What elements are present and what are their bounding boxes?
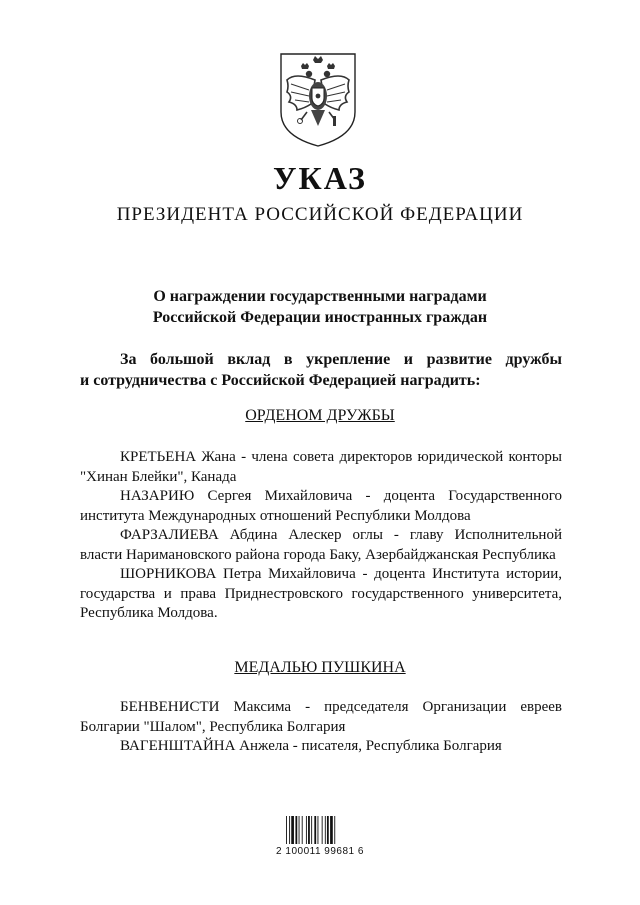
document-title: УКАЗ [273, 160, 367, 196]
decree-preamble [80, 349, 562, 391]
awardee-description: - доцента Государственного института Международных отношений Республики Молдова [80, 488, 562, 524]
barcode-icon [285, 816, 355, 850]
awardee-description: - председателя Организации евреев Болгарии "Шалом", Республика Болгария [80, 699, 562, 735]
award-heading-pushkin-medal: МЕДАЛЬЮ ПУШКИНА [234, 659, 406, 676]
document-subtitle: ПРЕЗИДЕНТА РОССИЙСКОЙ ФЕДЕРАЦИИ [116, 204, 524, 225]
decree-subject [0, 286, 640, 328]
preamble-line-2: и сотрудничества с Российской Федерацией наградить: [80, 372, 481, 389]
awardee-name: НАЗАРИЮ Сергея Михайловича [120, 488, 353, 504]
awardee-description: - главу Исполнительной власти Наримановского района города Баку, Азербайджанская Республика [80, 527, 562, 563]
awardee-name: КРЕТЬЕНА Жана [120, 449, 236, 465]
awardee-name: ФАРЗАЛИЕВА Абдина Алескер оглы [120, 527, 383, 543]
awardee-entry [80, 565, 562, 624]
subject-line-1: О награждении государственными наградами [153, 288, 487, 305]
award-heading-order-of-friendship: ОРДЕНОМ ДРУЖБЫ [245, 407, 395, 424]
awardee-description: - писателя, Республика Болгария [289, 738, 502, 754]
subject-line-2: Российской Федерации иностранных граждан [152, 309, 488, 326]
awardee-entry [80, 448, 562, 487]
awardee-name: ВАГЕНШТАЙНА Анжела [120, 738, 290, 754]
awardee-list-pushkin-medal [80, 698, 562, 757]
awardee-list-order-of-friendship [80, 448, 562, 624]
awardee-entry [80, 487, 562, 526]
preamble-line-1: За большой вклад в укрепление и развитие дружбы [120, 351, 562, 368]
awardee-entry [80, 737, 562, 757]
awardee-description: - члена совета директоров юридической конторы "Хинан Блейки", Канада [80, 449, 562, 485]
awardee-entry [80, 698, 562, 737]
awardee-description: - доцента Института истории, государства и права Приднестровского государственного университета, Республика Молдова. [80, 566, 562, 621]
barcode-number: 2 100011 99681 6 [276, 846, 364, 857]
russian-coat-of-arms-icon [275, 50, 361, 148]
awardee-name: ШОРНИКОВА Петра Михайловича [120, 566, 356, 582]
awardee-name: БЕНВЕНИСТИ Максима [120, 699, 292, 715]
awardee-entry [80, 526, 562, 565]
